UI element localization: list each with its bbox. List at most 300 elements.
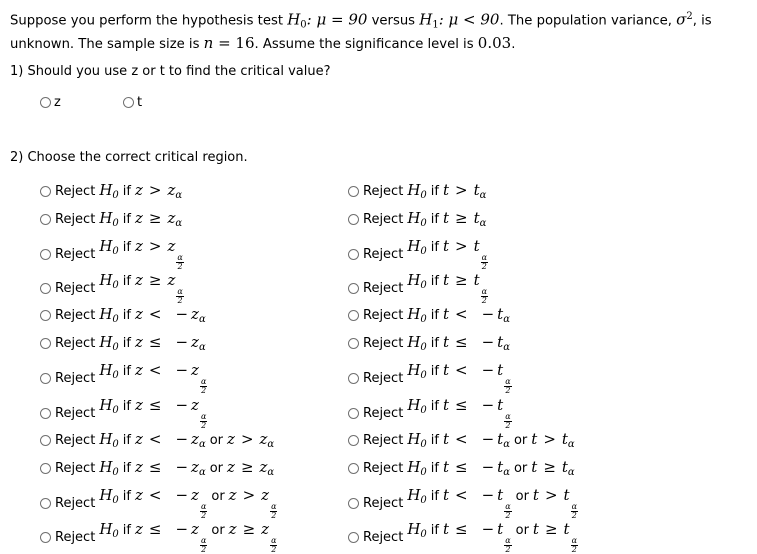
critical-region-option-t-3[interactable] bbox=[348, 237, 488, 271]
or-label: or bbox=[211, 523, 225, 538]
comparison-operator: > bbox=[242, 486, 256, 504]
comparison-operator: ≤ bbox=[455, 458, 468, 476]
negative-sign: − bbox=[175, 486, 189, 504]
fraction-numerator: α bbox=[481, 287, 488, 296]
negative-sign: − bbox=[481, 430, 495, 448]
or-label: or bbox=[513, 461, 528, 476]
hypothesis-subscript: 0 bbox=[420, 342, 427, 353]
critical-region-option-t-10[interactable] bbox=[348, 458, 575, 478]
critical-value-symbol: t bbox=[563, 520, 570, 538]
fraction-denominator: 2 bbox=[271, 545, 277, 554]
radio-button[interactable] bbox=[40, 532, 51, 543]
hypothesis-symbol: H bbox=[407, 305, 421, 323]
test-statistic: z bbox=[134, 237, 143, 255]
critical-value-symbol: t bbox=[561, 430, 568, 448]
critical-region-expression bbox=[99, 458, 274, 478]
if-label: if bbox=[430, 212, 439, 227]
critical-value-symbol: t bbox=[473, 271, 480, 289]
test-statistic: t bbox=[531, 458, 538, 476]
critical-value-symbol: t bbox=[497, 486, 504, 504]
if-label: if bbox=[122, 364, 131, 379]
radio-button[interactable] bbox=[348, 214, 359, 225]
critical-region-expression bbox=[407, 486, 578, 520]
critical-value-symbol: t bbox=[561, 458, 568, 476]
fraction-numerator: α bbox=[177, 287, 183, 296]
critical-value bbox=[497, 361, 511, 395]
critical-value bbox=[497, 333, 510, 351]
critical-region-expression bbox=[99, 271, 183, 305]
comparison-operator: < bbox=[148, 361, 162, 379]
critical-value-symbol: z bbox=[259, 458, 268, 476]
comparison-operator: > bbox=[455, 181, 468, 199]
critical-value-symbol: t bbox=[497, 458, 504, 476]
critical-region-expression bbox=[407, 271, 488, 305]
fraction-numerator: α bbox=[177, 253, 183, 262]
critical-region-option-z-12[interactable] bbox=[40, 520, 277, 554]
critical-value-alpha-half bbox=[176, 288, 183, 305]
test-statistic: t bbox=[442, 520, 450, 538]
hypothesis-subscript: 0 bbox=[420, 314, 427, 325]
question-intro: Suppose you perform the hypothesis test $H_0$: μ = 90 versus $H_1$: μ < 90. The population variance, $\sigma^2$, is unknown. The sample size is n = 16. Assume the significance level is 0.03. bbox=[10, 10, 712, 53]
test-statistic: z bbox=[227, 430, 235, 448]
hypothesis-subscript: 0 bbox=[112, 190, 119, 201]
critical-region-option-z-7[interactable] bbox=[40, 361, 207, 395]
if-label: if bbox=[122, 184, 131, 199]
fraction-denominator: 2 bbox=[481, 262, 487, 271]
critical-region-option-z-5[interactable] bbox=[40, 305, 206, 325]
critical-value bbox=[191, 396, 207, 430]
test-statistic: t bbox=[442, 486, 450, 504]
reject-label: Reject bbox=[363, 370, 404, 386]
radio-button[interactable] bbox=[348, 408, 359, 419]
test-statistic: t bbox=[442, 430, 450, 448]
critical-value bbox=[473, 237, 488, 271]
reject-label: Reject bbox=[55, 529, 96, 545]
hypothesis-symbol: H bbox=[407, 209, 421, 227]
critical-value-symbol: t bbox=[563, 486, 570, 504]
comparison-operator: ≤ bbox=[148, 458, 162, 476]
critical-region-expression bbox=[99, 361, 207, 395]
critical-region-expression bbox=[99, 430, 274, 450]
reject-label: Reject bbox=[363, 280, 404, 296]
radio-button[interactable] bbox=[40, 463, 51, 474]
if-label: if bbox=[122, 274, 131, 289]
hypothesis-subscript: 0 bbox=[420, 370, 427, 381]
critical-value bbox=[473, 271, 488, 305]
comparison-operator: > bbox=[148, 237, 162, 255]
hypothesis-subscript: 0 bbox=[420, 529, 427, 540]
critical-region-option-z-9[interactable] bbox=[40, 430, 274, 450]
if-label: if bbox=[122, 399, 131, 414]
fraction-denominator: 2 bbox=[571, 545, 577, 554]
critical-value-symbol: z bbox=[261, 486, 270, 504]
test-statistic: z bbox=[227, 458, 235, 476]
if-label: if bbox=[122, 461, 131, 476]
test-statistic: t bbox=[532, 486, 539, 504]
comparison-operator: ≥ bbox=[148, 209, 162, 227]
if-label: if bbox=[122, 336, 131, 351]
test-statistic: t bbox=[531, 430, 538, 448]
comparison-operator: ≥ bbox=[543, 458, 556, 476]
reject-label: Reject bbox=[55, 370, 96, 386]
option-z[interactable] bbox=[40, 95, 61, 110]
negative-sign: − bbox=[481, 520, 495, 538]
critical-value-alpha-half bbox=[481, 288, 488, 305]
radio-button[interactable] bbox=[348, 373, 359, 384]
critical-value-alpha-half bbox=[504, 413, 511, 430]
hypothesis-subscript: 0 bbox=[420, 280, 427, 291]
critical-region-expression bbox=[99, 181, 182, 201]
critical-value-alpha: α bbox=[503, 342, 510, 353]
critical-value bbox=[474, 209, 487, 227]
hypothesis-subscript: 0 bbox=[112, 314, 119, 325]
critical-value-alpha: α bbox=[503, 467, 510, 478]
critical-value-alpha-half bbox=[481, 254, 488, 271]
critical-region-option-t-2[interactable] bbox=[348, 209, 486, 229]
radio-button[interactable] bbox=[40, 498, 51, 509]
radio-button[interactable] bbox=[348, 186, 359, 197]
critical-value-alpha: α bbox=[198, 342, 206, 353]
negative-sign: − bbox=[481, 486, 495, 504]
critical-region-option-z-8[interactable] bbox=[40, 396, 207, 430]
test-statistic: z bbox=[134, 458, 143, 476]
radio-button[interactable] bbox=[348, 532, 359, 543]
critical-region-option-t-9[interactable] bbox=[348, 430, 575, 450]
comparison-operator: ≥ bbox=[455, 271, 468, 289]
critical-value bbox=[260, 458, 275, 476]
critical-region-option-t-12[interactable] bbox=[348, 520, 578, 554]
reject-label: Reject bbox=[363, 307, 404, 323]
if-label: if bbox=[430, 274, 439, 289]
radio-button[interactable] bbox=[348, 498, 359, 509]
test-statistic: z bbox=[134, 486, 143, 504]
radio-button[interactable] bbox=[40, 435, 51, 446]
critical-value bbox=[497, 396, 511, 430]
fraction-denominator: 2 bbox=[481, 296, 487, 305]
radio-button[interactable] bbox=[40, 249, 51, 260]
fraction-denominator: 2 bbox=[201, 386, 207, 395]
hypothesis-subscript: 0 bbox=[112, 246, 119, 257]
critical-value bbox=[167, 209, 182, 227]
critical-value-alpha: α bbox=[175, 190, 183, 201]
critical-region-option-z-10[interactable] bbox=[40, 458, 274, 478]
comparison-operator: ≤ bbox=[148, 396, 162, 414]
negative-sign: − bbox=[481, 396, 495, 414]
test-statistic: z bbox=[134, 520, 143, 538]
hypothesis-symbol: H bbox=[99, 237, 113, 255]
comparison-operator: ≥ bbox=[148, 271, 162, 289]
critical-value-alpha-half bbox=[200, 378, 207, 395]
negative-sign: − bbox=[481, 361, 495, 379]
radio-z[interactable] bbox=[40, 97, 51, 108]
critical-value bbox=[191, 458, 206, 476]
if-label: if bbox=[122, 433, 131, 448]
critical-value-symbol: z bbox=[191, 396, 199, 414]
radio-button[interactable] bbox=[40, 408, 51, 419]
critical-region-option-z-1[interactable] bbox=[40, 181, 182, 201]
hypothesis-symbol: H bbox=[99, 520, 113, 538]
critical-region-option-t-8[interactable] bbox=[348, 396, 512, 430]
hypothesis-symbol: H bbox=[99, 361, 113, 379]
option-t[interactable] bbox=[123, 95, 142, 110]
critical-value-alpha: α bbox=[479, 190, 487, 201]
critical-value-alpha: α bbox=[198, 439, 206, 450]
hypothesis-subscript: 0 bbox=[112, 405, 119, 416]
comparison-operator: ≥ bbox=[544, 520, 558, 538]
test-statistic: z bbox=[134, 181, 143, 199]
fraction-denominator: 2 bbox=[571, 511, 577, 520]
critical-value bbox=[497, 520, 511, 554]
fraction-denominator: 2 bbox=[505, 421, 511, 430]
critical-value-symbol: z bbox=[191, 333, 199, 351]
hypothesis-subscript: 0 bbox=[420, 190, 427, 201]
critical-value-alpha-half bbox=[504, 378, 511, 395]
if-label: if bbox=[122, 212, 131, 227]
radio-button[interactable] bbox=[40, 283, 51, 294]
critical-region-option-z-6[interactable] bbox=[40, 333, 206, 353]
test-statistic: z bbox=[228, 486, 237, 504]
critical-value bbox=[167, 237, 183, 271]
if-label: if bbox=[430, 336, 439, 351]
critical-value-symbol: z bbox=[167, 237, 176, 255]
if-label: if bbox=[430, 399, 439, 414]
critical-value-alpha: α bbox=[503, 439, 510, 450]
hypothesis-symbol: H bbox=[407, 520, 421, 538]
critical-value bbox=[562, 458, 575, 476]
hypothesis-symbol: H bbox=[99, 333, 113, 351]
critical-region-option-z-2[interactable] bbox=[40, 209, 182, 229]
fraction-numerator: α bbox=[271, 502, 277, 511]
reject-label: Reject bbox=[363, 432, 404, 448]
critical-value-symbol: t bbox=[497, 430, 504, 448]
if-label: if bbox=[430, 433, 439, 448]
comparison-operator: > bbox=[543, 430, 556, 448]
radio-button[interactable] bbox=[348, 310, 359, 321]
comparison-operator: < bbox=[148, 430, 162, 448]
comparison-operator: ≤ bbox=[455, 396, 468, 414]
critical-value bbox=[191, 361, 207, 395]
critical-value-alpha: α bbox=[267, 439, 275, 450]
hypothesis-subscript: 0 bbox=[420, 218, 427, 229]
test-statistic: z bbox=[134, 271, 143, 289]
test-statistic: t bbox=[442, 458, 450, 476]
option-z-label: z bbox=[54, 95, 61, 110]
critical-region-option-z-11[interactable] bbox=[40, 486, 277, 520]
radio-button[interactable] bbox=[40, 373, 51, 384]
reject-label: Reject bbox=[363, 335, 404, 351]
radio-button[interactable] bbox=[40, 338, 51, 349]
critical-value bbox=[497, 305, 510, 323]
hypothesis-subscript: 0 bbox=[112, 342, 119, 353]
critical-region-option-t-5[interactable] bbox=[348, 305, 510, 325]
radio-button[interactable] bbox=[40, 186, 51, 197]
reject-label: Reject bbox=[363, 460, 404, 476]
critical-value-symbol: z bbox=[167, 181, 176, 199]
hypothesis-symbol: H bbox=[407, 486, 421, 504]
or-label: or bbox=[209, 461, 224, 476]
comparison-operator: ≤ bbox=[148, 520, 162, 538]
comparison-operator: < bbox=[148, 305, 162, 323]
critical-value-symbol: t bbox=[497, 305, 504, 323]
if-label: if bbox=[122, 523, 131, 538]
critical-region-expression bbox=[99, 237, 183, 271]
hypothesis-symbol: H bbox=[407, 181, 421, 199]
critical-value-alpha: α bbox=[503, 314, 510, 325]
critical-region-option-t-11[interactable] bbox=[348, 486, 578, 520]
fraction-denominator: 2 bbox=[505, 545, 511, 554]
comparison-operator: < bbox=[455, 486, 468, 504]
critical-value-alpha-half bbox=[571, 537, 578, 554]
negative-sign: − bbox=[175, 430, 189, 448]
hypothesis-subscript: 0 bbox=[112, 495, 119, 506]
fraction-denominator: 2 bbox=[177, 296, 183, 305]
option-t-label: t bbox=[137, 95, 143, 110]
radio-button[interactable] bbox=[348, 283, 359, 294]
negative-sign: − bbox=[175, 396, 189, 414]
hypothesis-symbol: H bbox=[99, 271, 113, 289]
radio-t[interactable] bbox=[123, 97, 134, 108]
critical-value bbox=[497, 458, 510, 476]
critical-value-alpha: α bbox=[175, 218, 183, 229]
radio-button[interactable] bbox=[348, 338, 359, 349]
radio-button[interactable] bbox=[348, 249, 359, 260]
hypothesis-symbol: H bbox=[407, 237, 421, 255]
comparison-operator: ≤ bbox=[455, 333, 468, 351]
hypothesis-symbol: H bbox=[99, 181, 113, 199]
test-statistic: t bbox=[442, 209, 450, 227]
test-statistic: t bbox=[442, 333, 450, 351]
if-label: if bbox=[430, 364, 439, 379]
critical-region-expression bbox=[99, 486, 277, 520]
critical-value-alpha-half bbox=[200, 537, 207, 554]
test-statistic: t bbox=[442, 396, 450, 414]
critical-value-symbol: t bbox=[497, 361, 504, 379]
critical-value bbox=[261, 520, 277, 554]
critical-value-symbol: z bbox=[167, 271, 176, 289]
critical-region-expression bbox=[407, 333, 510, 353]
fraction-denominator: 2 bbox=[505, 511, 511, 520]
test-statistic: t bbox=[442, 361, 450, 379]
if-label: if bbox=[430, 184, 439, 199]
or-label: or bbox=[515, 523, 529, 538]
fraction-denominator: 2 bbox=[201, 545, 207, 554]
comparison-operator: > bbox=[240, 430, 254, 448]
negative-sign: − bbox=[175, 458, 189, 476]
hypothesis-symbol: H bbox=[407, 271, 421, 289]
critical-region-option-t-1[interactable] bbox=[348, 181, 486, 201]
critical-value bbox=[261, 486, 277, 520]
critical-value-alpha-half bbox=[270, 503, 277, 520]
test-statistic: t bbox=[442, 305, 450, 323]
critical-region-option-t-4[interactable] bbox=[348, 271, 488, 305]
radio-button[interactable] bbox=[348, 463, 359, 474]
hypothesis-symbol: H bbox=[99, 486, 113, 504]
if-label: if bbox=[122, 308, 131, 323]
hypothesis-subscript: 0 bbox=[420, 439, 427, 450]
reject-label: Reject bbox=[55, 495, 96, 511]
critical-value-alpha: α bbox=[567, 439, 575, 450]
reject-label: Reject bbox=[363, 246, 404, 262]
critical-region-option-z-3[interactable] bbox=[40, 237, 184, 271]
radio-button[interactable] bbox=[40, 310, 51, 321]
critical-region-expression bbox=[99, 305, 205, 325]
if-label: if bbox=[122, 240, 131, 255]
critical-region-expression bbox=[407, 209, 486, 229]
critical-value-alpha-half bbox=[200, 503, 207, 520]
comparison-operator: < bbox=[455, 361, 468, 379]
fraction-numerator: α bbox=[200, 536, 207, 545]
critical-region-option-z-4[interactable] bbox=[40, 271, 184, 305]
critical-region-expression bbox=[99, 520, 277, 554]
critical-region-expression bbox=[99, 333, 205, 353]
critical-value-alpha-half bbox=[504, 537, 511, 554]
test-statistic: z bbox=[134, 396, 143, 414]
test-statistic: z bbox=[134, 430, 143, 448]
hypothesis-subscript: 0 bbox=[420, 467, 427, 478]
fraction-denominator: 2 bbox=[271, 511, 277, 520]
reject-label: Reject bbox=[55, 460, 96, 476]
hypothesis-symbol: H bbox=[99, 458, 113, 476]
critical-region-expression bbox=[407, 520, 578, 554]
reject-label: Reject bbox=[55, 183, 96, 199]
hypothesis-subscript: 0 bbox=[420, 495, 427, 506]
critical-value bbox=[167, 271, 183, 305]
if-label: if bbox=[430, 523, 439, 538]
hypothesis-subscript: 0 bbox=[112, 370, 119, 381]
critical-value-alpha: α bbox=[567, 467, 575, 478]
critical-value-symbol: t bbox=[473, 181, 480, 199]
critical-region-option-t-6[interactable] bbox=[348, 333, 510, 353]
critical-value bbox=[563, 486, 578, 520]
critical-value-alpha: α bbox=[479, 218, 487, 229]
critical-region-option-t-7[interactable] bbox=[348, 361, 512, 395]
critical-value-alpha: α bbox=[267, 467, 275, 478]
or-label: or bbox=[513, 433, 528, 448]
critical-value-symbol: t bbox=[473, 209, 480, 227]
comparison-operator: ≥ bbox=[455, 209, 468, 227]
test-statistic: t bbox=[442, 181, 450, 199]
reject-label: Reject bbox=[55, 405, 96, 421]
critical-region-expression bbox=[407, 181, 486, 201]
critical-value bbox=[191, 305, 206, 323]
hypothesis-symbol: H bbox=[99, 396, 113, 414]
critical-region-expression bbox=[99, 209, 182, 229]
critical-value-symbol: z bbox=[261, 520, 270, 538]
test-statistic: t bbox=[442, 271, 450, 289]
critical-value-alpha: α bbox=[198, 467, 206, 478]
critical-value-symbol: z bbox=[191, 458, 199, 476]
fraction-numerator: α bbox=[200, 412, 207, 421]
reject-label: Reject bbox=[55, 211, 96, 227]
critical-region-expression bbox=[407, 430, 574, 450]
critical-value-symbol: z bbox=[191, 520, 199, 538]
radio-button[interactable] bbox=[348, 435, 359, 446]
fraction-numerator: α bbox=[505, 412, 511, 421]
reject-label: Reject bbox=[363, 529, 404, 545]
comparison-operator: > bbox=[455, 237, 468, 255]
radio-button[interactable] bbox=[40, 214, 51, 225]
question-1-label: 1) Should you use z or t to find the critical value? bbox=[10, 64, 331, 79]
fraction-numerator: α bbox=[505, 502, 511, 511]
negative-sign: − bbox=[175, 333, 189, 351]
negative-sign: − bbox=[481, 333, 495, 351]
critical-value bbox=[563, 520, 578, 554]
or-label: or bbox=[209, 433, 224, 448]
if-label: if bbox=[430, 489, 439, 504]
critical-value-symbol: z bbox=[191, 361, 199, 379]
critical-value bbox=[497, 486, 511, 520]
critical-value-symbol: z bbox=[191, 305, 199, 323]
